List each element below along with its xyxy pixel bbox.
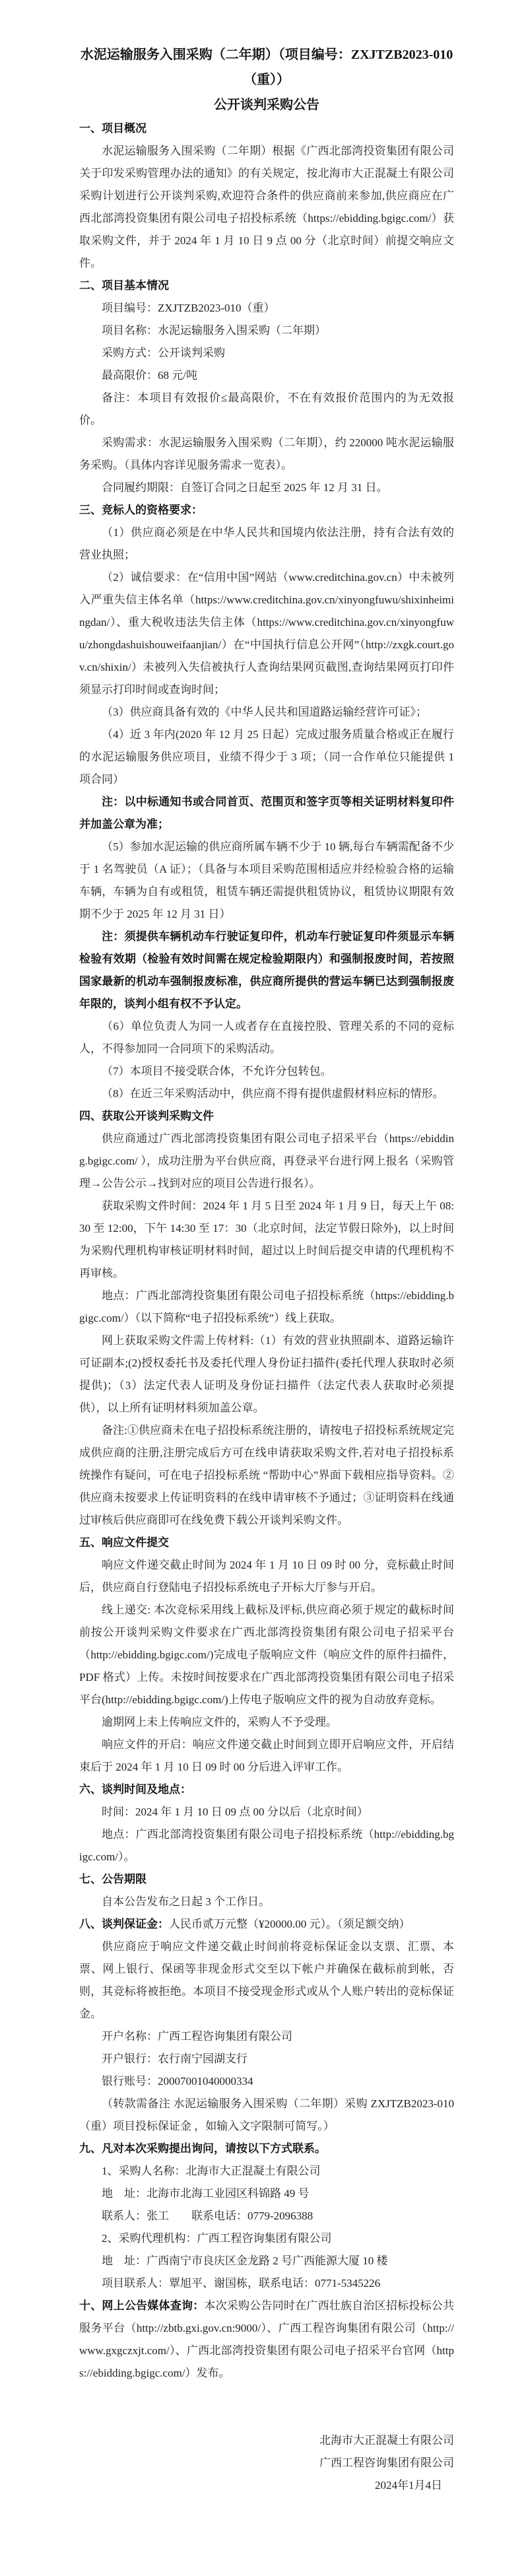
section-heading: 二、项目基本情况 <box>79 279 169 292</box>
paragraph: 供应商通过广西北部湾投资集团有限公司电子招采平台（https://ebidding.bgigc.com/ ），成功注册为平台供应商，再登录平台进行网上报名（采购管理→公告公示→找到对应的项目公告进行报名）。 <box>79 1132 454 1190</box>
section-heading: 三、竞标人的资格要求： <box>79 504 203 516</box>
paragraph: 项目编号：ZXJTZB2023-010（重） <box>102 302 275 314</box>
paragraph: 项目联系人：覃旭平、谢国栋，联系电话：0771-5345226 <box>102 2277 381 2289</box>
signature-date: 2024年1月4日 <box>375 2479 442 2491</box>
section-lead-label: 十、网上公告媒体查询： <box>79 2299 205 2312</box>
paragraph: 1、采购人名称：北海市大正混凝土有限公司 <box>102 2165 321 2177</box>
document-title-line: 水泥运输服务入围采购（二年期）（项目编号：ZXJTZB2023-010（重）） <box>80 48 453 87</box>
paragraph: 最高限价：68 元/吨 <box>102 369 197 382</box>
paragraph: 地点：广西北部湾投资集团有限公司电子招投标系统（http://ebidding.bgigc.com/）。 <box>79 1828 454 1863</box>
paragraph: 地 址：广西南宁市良庆区金龙路 2 号广西能源大厦 10 楼 <box>102 2254 388 2267</box>
signature-line: 北海市大正混凝土有限公司 <box>319 2434 454 2447</box>
paragraph: 项目名称：水泥运输服务入围采购（二年期） <box>102 324 326 337</box>
paragraph: （5）参加水泥运输的供应商所属车辆不少于 10 辆,每台车辆需配备不少于 1 名驾驶员（A 证）；（具备与本项目采购范围相适应并经检验合格的运输车辆，车辆为自有或租赁，租赁车辆还需提供租赁协议，租赁协议期限有效期不少于 2025 年 12 月 31 日） <box>79 840 454 920</box>
paragraph: 银行账号：20007001040000334 <box>102 2075 253 2087</box>
paragraph: （7）本项目不接受联合体，不允许分包转包。 <box>102 1065 332 1077</box>
paragraph: 水泥运输服务入围采购（二年期）根据《广西北部湾投资集团有限公司关于印发采购管理办法的通知》的有关规定，按北海市大正混凝土有限公司采购计划进行公开谈判采购,欢迎符合条件的供应商前来参加,供应商应在广西北部湾投资集团有限公司电子招投标系统（https://ebidding.bgigc.com/）获取采购文件，并于 2024 年 1 月 10 日 9 点 00 分（北京时间）前提交响应文件。 <box>79 145 454 269</box>
paragraph: 采购方式：公开谈判采购 <box>102 347 225 359</box>
paragraph: 2、采购代理机构：广西工程咨询集团有限公司 <box>102 2232 332 2245</box>
section-lead-paragraph <box>79 2295 454 2385</box>
paragraph: 逾期网上未上传响应文件的，采购人不予受理。 <box>102 1716 337 1728</box>
paragraph: 网上获取采购文件需上传材料:（1）有效的营业执照副本、道路运输许可证副本;(2)授权委托书及委托代理人身份证扫描件(委托代理人获取时必须提供)；（3）法定代表人证明及身份证扫描件（法定代表人获取时必须提供），以上所有证明材料须加盖公章。 <box>79 1334 454 1414</box>
paragraph: （6）单位负责人为同一人或者存在直接控股、管理关系的不同的竞标人，不得参加同一合同项下的采购活动。 <box>79 1020 454 1055</box>
paragraph: 地 址：北海市北海工业园区科锦路 49 号 <box>102 2187 310 2200</box>
note-paragraph: 注：以中标通知书或合同首页、范围页和签字页等相关证明材料复印件并加盖公章为准； <box>79 796 454 830</box>
paragraph: （4）近 3 年内(2020 年 12 月 25 日起）完成过服务质量合格或正在履行的水泥运输服务供应项目，业绩不得少于 3 项；（同一合作单位只能提供 1 项合同） <box>79 728 454 786</box>
spacer <box>79 2385 454 2429</box>
paragraph: 响应文件递交截止时间为 2024 年 1 月 10 日 09 时 00 分，竞标截止时间后，供应商自行登陆电子招投标系统电子开标大厅参与开启。 <box>79 1559 454 1594</box>
section-heading: 五、响应文件提交 <box>79 1536 169 1549</box>
paragraph: （2）诚信要求：在“信用中国”网站（www.creditchina.gov.cn）中未被列入严重失信主体名单（https://www.creditchina.gov.cn/xinyongfuwu/shixinheimingdan/）、重大税收违法失信主体（https://www.creditchina.gov.cn/xinyongfuwu/zhongdashuishouweifaanjian/）在“中国执行信息公开网”（http://zxgk.court.gov.cn/shixin/）未被列入失信被执行人查询结果网页截图,查询结果网页打印件须显示打印时间或查询时间； <box>79 571 454 696</box>
paragraph: 备注：本项目有效报价≤最高限价，不在有效报价范围内的为无效报价。 <box>79 391 454 426</box>
section-lead-label: 八、谈判保证金： <box>79 1918 169 1930</box>
paragraph: 地点：广西北部湾投资集团有限公司电子招投标系统（https://ebidding.bgigc.com/）（以下简称“电子招投标系统”）线上获取。 <box>79 1289 454 1324</box>
paragraph: 响应文件的开启：响应文件递交截止时间到立即开启响应文件，开启结束后于 2024 年 1 月 10 日 09 时 00 分后进入评审工作。 <box>79 1738 454 1773</box>
section-heading: 一、项目概况 <box>79 122 147 135</box>
paragraph: 线上递交: 本次竞标采用线上截标及评标,供应商必须于规定的截标时间前按公开谈判采购文件要求在广西北部湾投资集团有限公司电子招采平台（http://ebidding.bgigc.com/)完成电子版响应文件（响应文件的原件扫描件，PDF 格式）上传。未按时间按要求在广西北部湾投资集团有限公司电子招采平台(http://ebidding.bgigc.com/)上传电子版响应文件的视为自动放弃竞标。 <box>79 1604 454 1706</box>
paragraph: 供应商应于响应文件递交截止时间前将竞标保证金以支票、汇票、本票、网上银行、保函等非现金形式交至以下帐户并确保在截标前到帐，否则，其竞标将被拒绝。本项目不接受现金形式或从个人账户转出的竞标保证金。 <box>79 1940 454 2020</box>
section-heading: 七、公告期限 <box>79 1873 147 1885</box>
paragraph: 备注:①供应商未在电子招投标系统注册的，请按电子招投标系统规定完成供应商的注册,注册完成后方可在线申请获取采购文件,若对电子招投标系统操作有疑问，可在电子招投标系统 “帮助中心”界面下载相应指导资料。②供应商未按要求上传证明资料的在线申请审核不予通过；③证明资料在线通过审核后供应商即可在线免费下载公开谈判采购文件。 <box>79 1424 454 1526</box>
section-heading: 六、谈判时间及地点： <box>79 1783 191 1796</box>
paragraph: 开户名称：广西工程咨询集团有限公司 <box>102 2030 292 2043</box>
section-heading: 九、凡对本次采购提出询问，请按以下方式联系。 <box>79 2142 326 2155</box>
paragraph: 自本公告发布之日起 3 个工作日。 <box>102 1895 270 1908</box>
document-body <box>79 42 454 2497</box>
paragraph: 联系人：张工 联系电话：0779-2096388 <box>102 2210 314 2222</box>
paragraph: 开户银行：农行南宁园湖支行 <box>102 2052 248 2065</box>
document-title-line: 公开谈判采购公告 <box>214 98 319 112</box>
section-lead-text: 本次采购公告同时在广西壮族自治区招标投标公共服务平台（http://zbtb.gxi.gov.cn:9000/）、广西工程咨询集团有限公司（http://www.gxgczxjt.com/）、广西北部湾投资集团有限公司电子招采平台官网（https://ebidding.bgigc.com/）发布。 <box>79 2299 454 2379</box>
paragraph: 获取采购文件时间：2024 年 1 月 5 日至 2024 年 1 月 9 日，每天上午 08:30 至 12:00，下午 14:30 至 17：30（北京时间，法定节假日除外)，以上时间为采购代理机构审核证明材料时间，超过以上时间后提交申请的代理机构不再审核。 <box>79 1200 454 1279</box>
signature-line: 广西工程咨询集团有限公司 <box>319 2457 454 2469</box>
paragraph: （1）供应商必须是在中华人民共和国境内依法注册，持有合法有效的营业执照； <box>79 526 454 561</box>
note-paragraph: 注：须提供车辆机动车行驶证复印件，机动车行驶证复印件须显示车辆检验有效期（检验有效时间需在规定检验期限内）和强制报废时间，若按照国家最新的机动车强制报废标准，供应商所提供的营运车辆已达到强制报废年限的，谈判小组有权不予认定。 <box>79 930 454 1010</box>
paragraph: 合同履约期限：自签订合同之日起至 2025 年 12 月 31 日。 <box>102 481 388 494</box>
paragraph: （8）在近三年采购活动中，供应商不得有提供虚假材料应标的情形。 <box>102 1087 444 1100</box>
section-lead-text: 人民币贰万元整（¥20000.00 元）。（须足额交纳） <box>169 1918 411 1930</box>
section-heading: 四、获取公开谈判采购文件 <box>79 1110 214 1122</box>
paragraph: （3）供应商具备有效的《中华人民共和国道路运输经营许可证》； <box>102 706 427 718</box>
paragraph: 采购需求：水泥运输服务入围采购（二年期），约 220000 吨水泥运输服务采购。（具体内容详见服务需求一览表）。 <box>79 436 454 471</box>
section-lead-paragraph <box>79 1913 454 1936</box>
paragraph: 时间：2024 年 1 月 10 日 09 点 00 分以后（北京时间） <box>102 1806 368 1818</box>
paragraph: （转款需备注 水泥运输服务入围采购（二年期）采购 ZXJTZB2023-010（重）项目投标保证金 ，如输入文字限制可简写。） <box>79 2097 454 2132</box>
